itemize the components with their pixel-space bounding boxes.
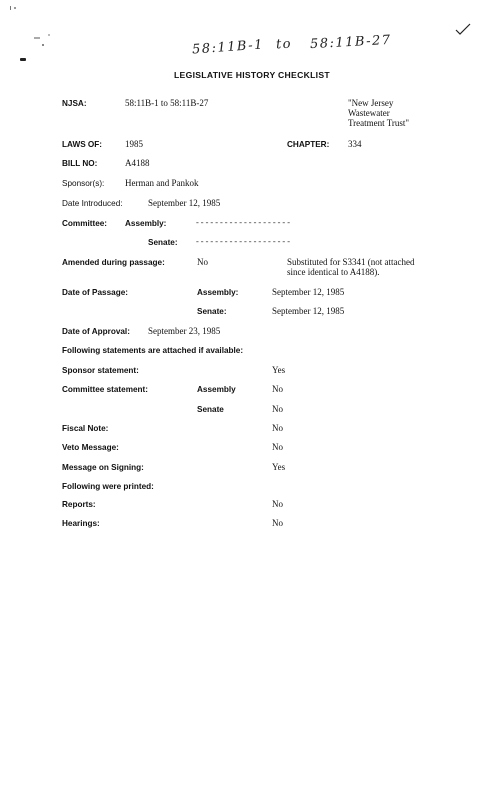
njsa-label: NJSA:	[62, 99, 87, 108]
committee-assembly-label: Assembly:	[125, 219, 167, 228]
signing-message-value: Yes	[272, 462, 286, 472]
committee-statement-label: Committee statement:	[62, 385, 148, 394]
passage-senate-label: Senate:	[197, 307, 227, 316]
signing-message-label: Message on Signing:	[62, 463, 144, 472]
scan-speck	[10, 6, 11, 10]
date-of-approval-label: Date of Approval:	[62, 327, 130, 336]
reports-value: No	[272, 499, 283, 509]
amended-value: No	[197, 257, 208, 267]
reports-label: Reports:	[62, 500, 96, 509]
handwritten-to: to	[275, 36, 293, 53]
scan-speck	[14, 7, 16, 9]
act-name-line1: "New Jersey	[348, 98, 394, 108]
scan-speck	[48, 34, 50, 36]
check-mark-icon	[454, 22, 472, 36]
committee-senate-label: Senate:	[148, 238, 178, 247]
act-name-line3: Treatment Trust"	[348, 118, 410, 128]
scan-speck	[34, 37, 40, 39]
handwritten-section-end: 58:11B-27	[309, 32, 393, 53]
act-name-line2: Wastewater	[348, 108, 390, 118]
hearings-label: Hearings:	[62, 519, 100, 528]
sponsor-statement-value: Yes	[272, 365, 286, 375]
statements-heading: Following statements are attached if available:	[62, 346, 244, 355]
date-of-passage-label: Date of Passage:	[62, 288, 128, 297]
printed-heading: Following were printed:	[62, 482, 154, 491]
chapter-value: 334	[348, 139, 362, 149]
committee-assembly-value: --------------------	[195, 219, 292, 228]
page-title: LEGISLATIVE HISTORY CHECKLIST	[174, 70, 330, 80]
hearings-value: No	[272, 518, 283, 528]
substitution-note-line1: Substituted for S3341 (not attached	[287, 257, 415, 267]
date-introduced-label: Date Introduced:	[62, 199, 123, 208]
sponsor-label: Sponsor(s):	[62, 179, 105, 188]
laws-of-value: 1985	[125, 139, 143, 149]
passage-senate-value: September 12, 1985	[272, 306, 345, 316]
amended-label: Amended during passage:	[62, 258, 165, 267]
substitution-note-line2: since identical to A4188).	[287, 267, 380, 277]
fiscal-note-label: Fiscal Note:	[62, 424, 109, 433]
date-introduced-value: September 12, 1985	[148, 198, 221, 208]
chapter-label: CHAPTER:	[287, 140, 330, 149]
sponsor-value: Herman and Pankok	[125, 178, 199, 188]
sponsor-statement-label: Sponsor statement:	[62, 366, 139, 375]
committee-senate-value: --------------------	[195, 238, 292, 247]
committee-statement-senate-label: Senate	[197, 405, 224, 414]
scan-speck	[42, 44, 44, 46]
date-of-approval-value: September 23, 1985	[148, 326, 221, 336]
scan-speck	[20, 58, 26, 61]
committee-statement-senate-value: No	[272, 404, 283, 414]
bill-no-label: BILL NO:	[62, 159, 98, 168]
committee-statement-assembly-label: Assembly	[197, 385, 236, 394]
committee-label: Committee:	[62, 219, 108, 228]
committee-statement-assembly-value: No	[272, 384, 283, 394]
handwritten-section-start: 58:11B-1	[191, 37, 265, 58]
veto-message-label: Veto Message:	[62, 443, 119, 452]
njsa-value: 58:11B-1 to 58:11B-27	[125, 98, 209, 108]
laws-of-label: LAWS OF:	[62, 140, 103, 149]
passage-assembly-label: Assembly:	[197, 288, 239, 297]
passage-assembly-value: September 12, 1985	[272, 287, 345, 297]
fiscal-note-value: No	[272, 423, 283, 433]
bill-no-value: A4188	[125, 158, 150, 168]
veto-message-value: No	[272, 442, 283, 452]
